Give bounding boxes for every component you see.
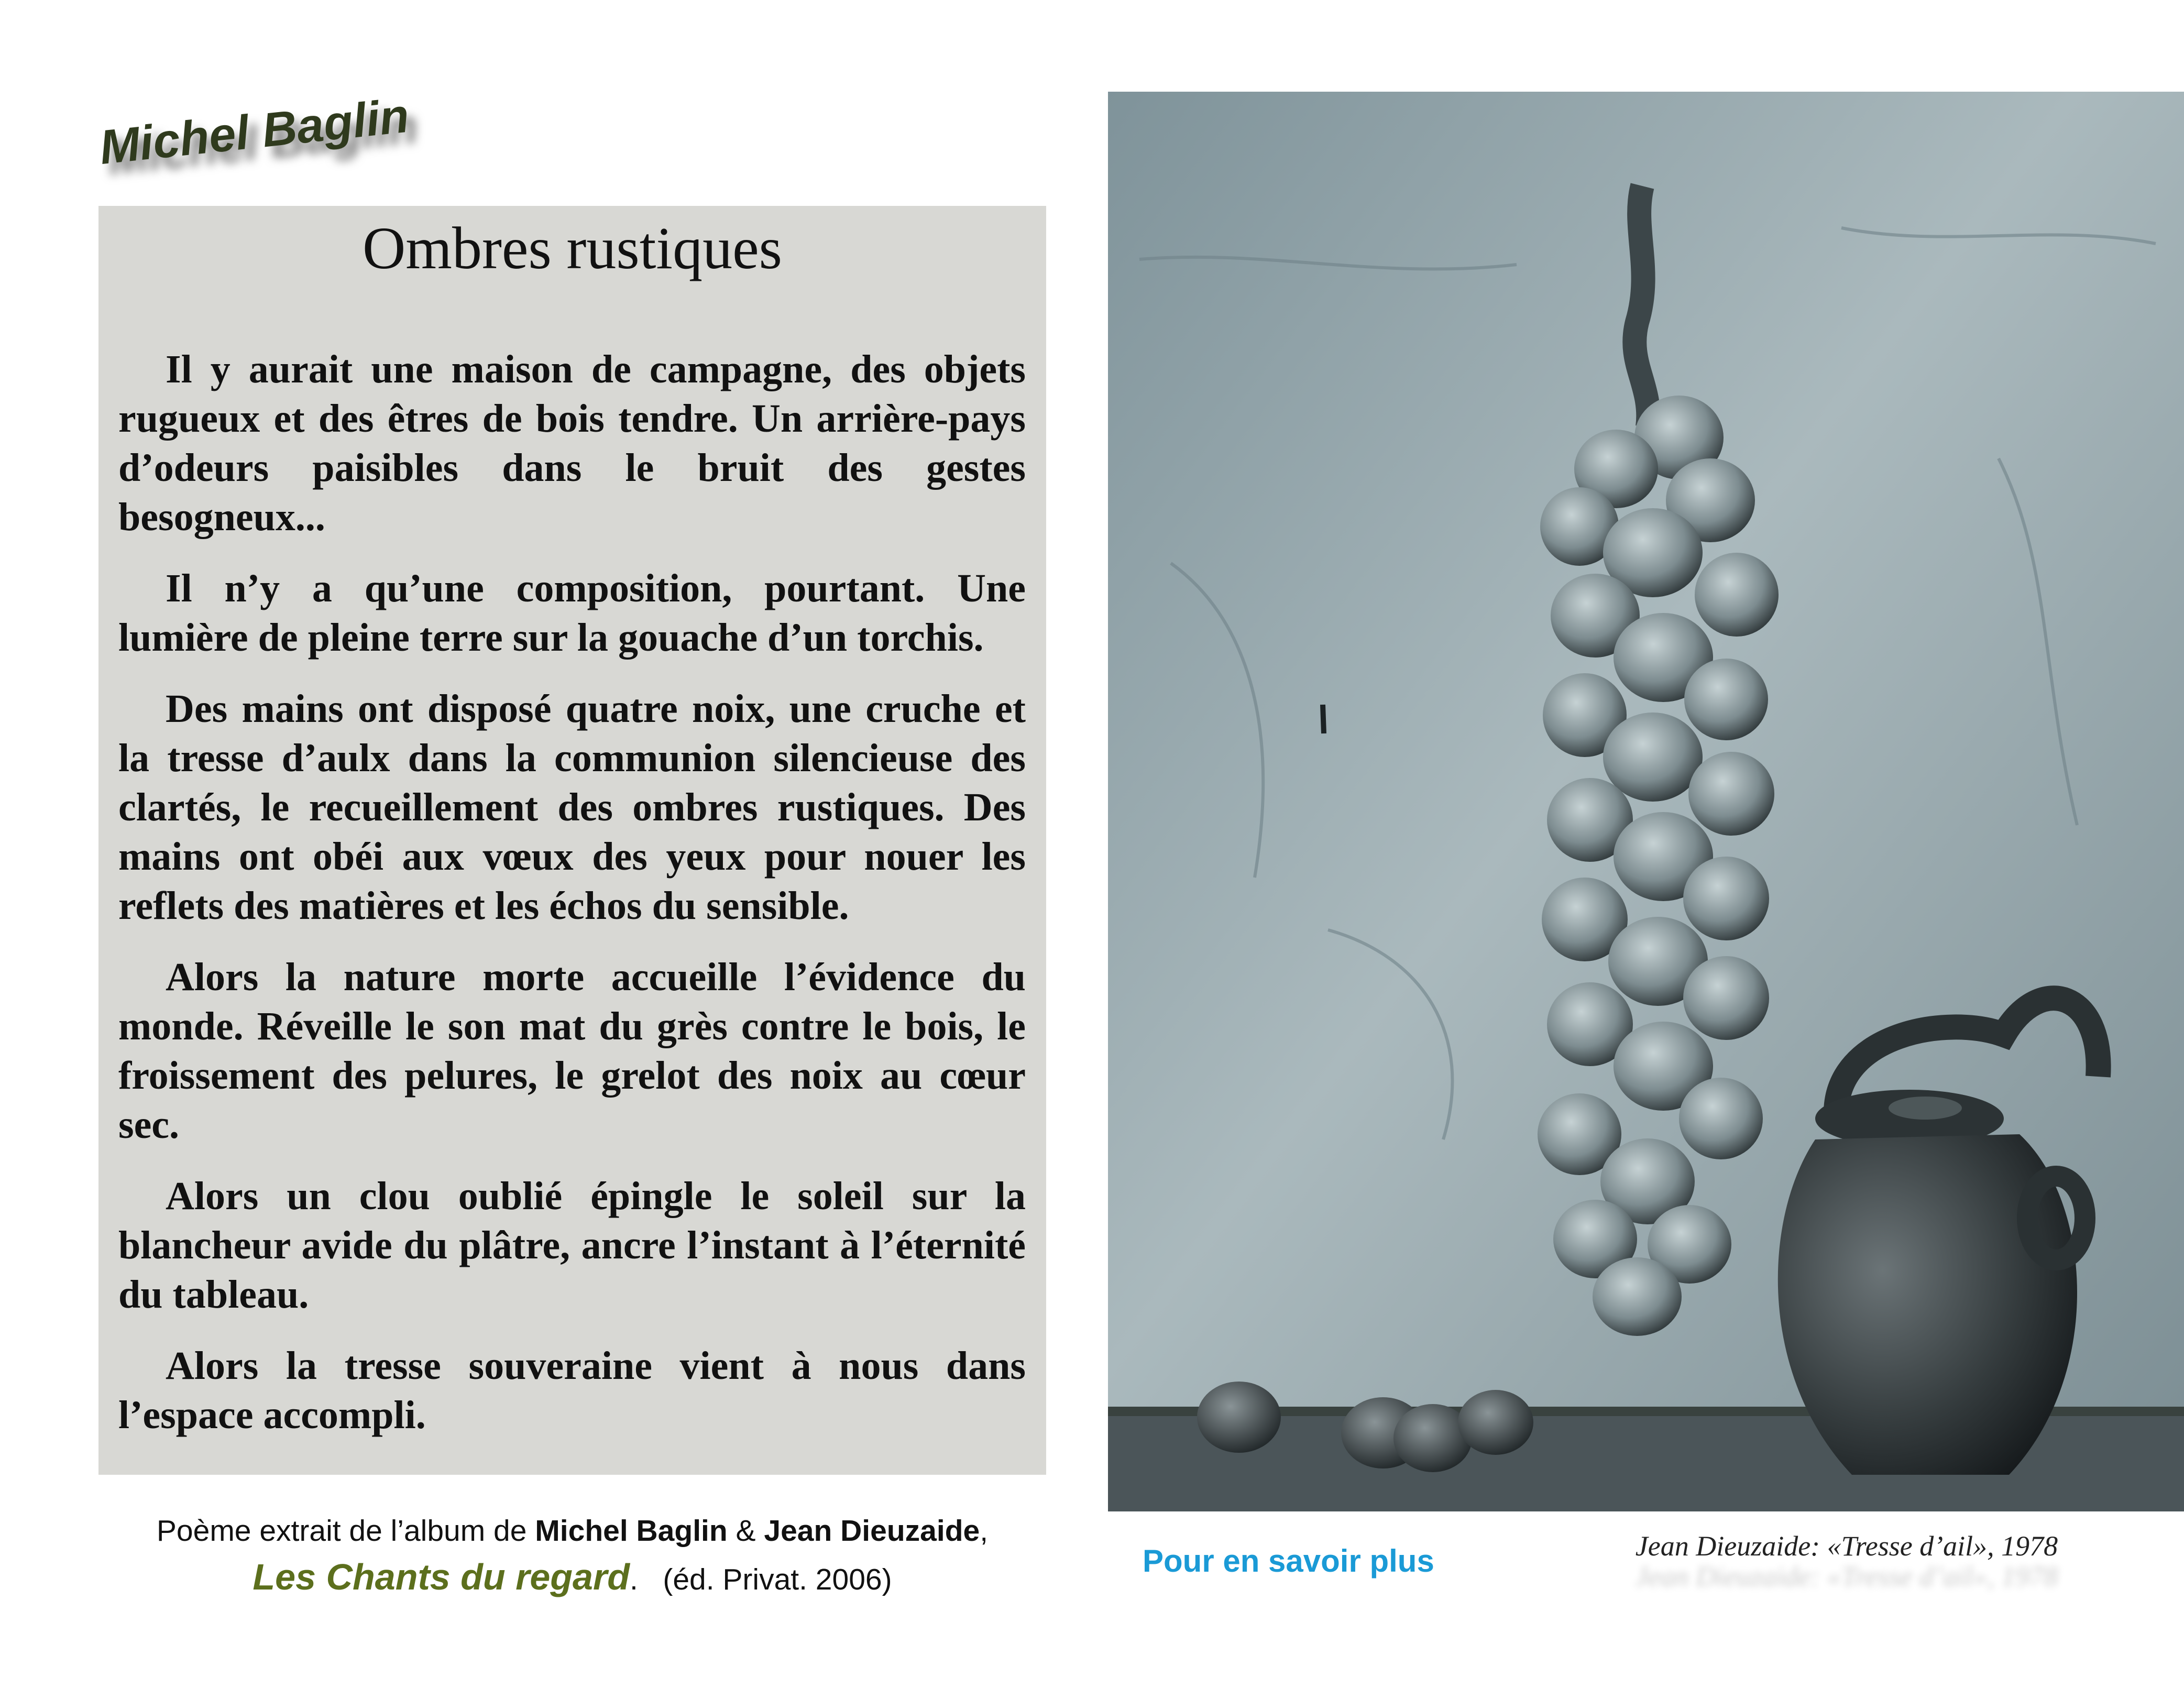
- garlic-braid-photo: [1108, 92, 2184, 1511]
- edition-info: (éd. Privat. 2006): [663, 1563, 892, 1596]
- poem-paragraph: Alors la tresse souveraine vient à nous dans l’espace accompli.: [118, 1344, 1026, 1437]
- poem-paragraph: Il y aurait une maison de campagne, des objets rugueux et des êtres de bois tendre. Un arrière-pays d’odeurs paisibles dans le bruit des gestes besogneux...: [118, 347, 1026, 539]
- album-title: Les Chants du regard: [253, 1557, 630, 1597]
- poem-paragraph: Alors la nature morte accueille l’évidence du monde. Réveille le son mat du grès contre le bois, le froissement des pelures, le grelot des noix au cœur sec.: [118, 955, 1026, 1147]
- credit-period: .: [630, 1563, 638, 1596]
- braid-stem: [1634, 186, 1648, 427]
- poem-body: [118, 345, 1026, 1462]
- photo-caption: Jean Dieuzaide: «Tresse d’ail», 1978: [1635, 1530, 2058, 1562]
- author-name: Michel Baglin: [97, 89, 412, 175]
- poem-panel: [98, 206, 1046, 1475]
- credit-amp: &: [727, 1514, 764, 1548]
- poem-paragraph: Alors un clou oublié épingle le soleil sur la blancheur avide du plâtre, ancre l’instant à l’éternité du tableau.: [118, 1174, 1026, 1317]
- credit-author-1: Michel Baglin: [535, 1514, 728, 1548]
- wall-nail: [1323, 705, 1324, 733]
- credit-line-2: [0, 1554, 1145, 1603]
- source-credit: [0, 1508, 1145, 1603]
- credit-author-2: Jean Dieuzaide: [764, 1514, 980, 1548]
- credit-comma: ,: [980, 1514, 989, 1548]
- poem-title: Ombres rustiques: [362, 215, 783, 281]
- credit-prefix: Poème extrait de l’album de: [156, 1514, 535, 1548]
- credit-line-1: [0, 1508, 1145, 1554]
- poem-paragraph: Il n’y a qu’une composition, pourtant. Une lumière de pleine terre sur la gouache d’un torchis.: [118, 566, 1026, 660]
- learn-more-link[interactable]: Pour en savoir plus: [1143, 1543, 1434, 1579]
- poem-paragraph: Des mains ont disposé quatre noix, une cruche et la tresse d’aulx dans la communion silencieuse des clartés, le recueillement des ombres rustiques. Des mains ont obéi aux vœux des yeux pour nouer les reflets des matières et les échos du sensible.: [118, 687, 1026, 928]
